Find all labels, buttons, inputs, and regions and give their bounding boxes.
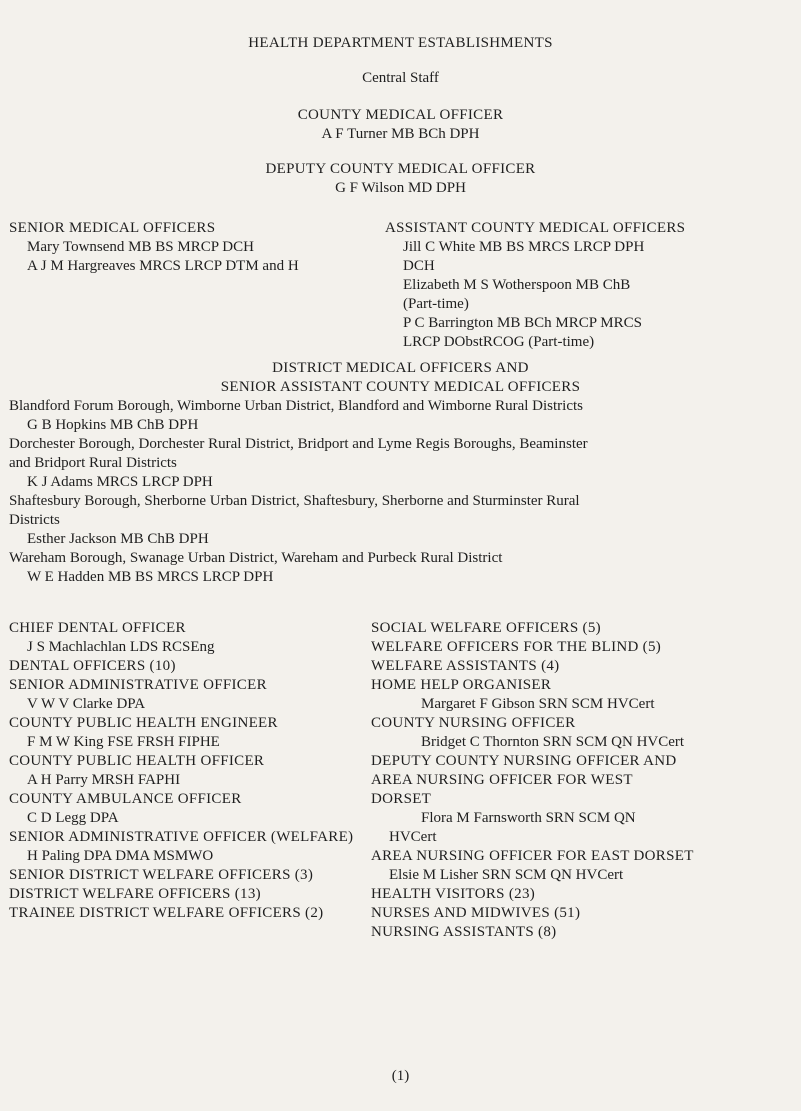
staff-line: AREA NURSING OFFICER FOR EAST DORSET	[371, 848, 694, 864]
district-officer: W E Hadden MB BS MRCS LRCP DPH	[27, 569, 274, 585]
staff-line: COUNTY NURSING OFFICER	[371, 715, 576, 731]
staff-line: Elsie M Lisher SRN SCM QN HVCert	[389, 867, 624, 883]
staff-line: SENIOR DISTRICT WELFARE OFFICERS (3)	[9, 867, 314, 883]
staff-line: TRAINEE DISTRICT WELFARE OFFICERS (2)	[9, 905, 324, 921]
assistant-county-medical-officers	[385, 219, 685, 352]
district-area: Wareham Borough, Swanage Urban District, Wareham and Purbeck Rural District	[9, 550, 503, 566]
acmo-line: (Part-time)	[403, 296, 469, 312]
staff-line: HEALTH VISITORS (23)	[371, 886, 536, 902]
district-heading-2: SENIOR ASSISTANT COUNTY MEDICAL OFFICERS	[220, 379, 581, 395]
senior-medical-officers	[9, 219, 299, 276]
district-heading-1: DISTRICT MEDICAL OFFICERS AND	[272, 360, 529, 376]
staff-line: COUNTY PUBLIC HEALTH ENGINEER	[9, 715, 278, 731]
staff-line: COUNTY AMBULANCE OFFICER	[9, 791, 242, 807]
staff-line: DISTRICT WELFARE OFFICERS (13)	[9, 886, 261, 902]
smo-line: A J M Hargreaves MRCS LRCP DTM and H	[27, 258, 299, 274]
acmo-line: LRCP DObstRCOG (Part-time)	[403, 334, 595, 350]
staff-line: DEPUTY COUNTY NURSING OFFICER AND	[371, 753, 677, 769]
staff-line: CHIEF DENTAL OFFICER	[9, 620, 186, 636]
section-subtitle: Central Staff	[362, 70, 439, 86]
district-officer: G B Hopkins MB ChB DPH	[27, 417, 199, 433]
staff-line: J S Machlachlan LDS RCSEng	[27, 639, 215, 655]
staff-line: WELFARE ASSISTANTS (4)	[371, 658, 560, 674]
staff-line: V W V Clarke DPA	[27, 696, 146, 712]
page-title: HEALTH DEPARTMENT ESTABLISHMENTS	[248, 35, 553, 51]
smo-line: Mary Townsend MB BS MRCP DCH	[27, 239, 254, 255]
staff-line: DENTAL OFFICERS (10)	[9, 658, 176, 674]
staff-line: SENIOR ADMINISTRATIVE OFFICER (WELFARE)	[9, 829, 354, 845]
staff-line: WELFARE OFFICERS FOR THE BLIND (5)	[371, 639, 662, 655]
staff-line: Flora M Farnsworth SRN SCM QN	[421, 810, 636, 826]
district-list	[9, 397, 588, 587]
staff-line: HVCert	[389, 829, 437, 845]
staff-line: HOME HELP ORGANISER	[371, 677, 552, 693]
acmo-line: Elizabeth M S Wotherspoon MB ChB	[403, 277, 631, 293]
staff-line: COUNTY PUBLIC HEALTH OFFICER	[9, 753, 265, 769]
staff-line: Bridget C Thornton SRN SCM QN HVCert	[421, 734, 685, 750]
staff-line: Margaret F Gibson SRN SCM HVCert	[421, 696, 655, 712]
dcmo-role: DEPUTY COUNTY MEDICAL OFFICER	[265, 161, 536, 177]
acmo-line: DCH	[403, 258, 435, 274]
staff-line: A H Parry MRSH FAPHI	[27, 772, 181, 788]
district-officer: Esther Jackson MB ChB DPH	[27, 531, 209, 547]
staff-line: H Paling DPA DMA MSMWO	[27, 848, 214, 864]
staff-line: AREA NURSING OFFICER FOR WEST	[371, 772, 633, 788]
dcmo-name: G F Wilson MD DPH	[335, 180, 466, 196]
staff-line: SENIOR ADMINISTRATIVE OFFICER	[9, 677, 267, 693]
staff-line: DORSET	[371, 791, 432, 807]
district-area: Dorchester Borough, Dorchester Rural District, Bridport and Lyme Regis Boroughs, Beaminster	[9, 436, 588, 452]
acmo-line: Jill C White MB BS MRCS LRCP DPH	[403, 239, 645, 255]
district-area: Shaftesbury Borough, Sherborne Urban District, Shaftesbury, Sherborne and Sturminster Rural	[9, 493, 580, 509]
staff-line: F M W King FSE FRSH FIPHE	[27, 734, 220, 750]
district-area: and Bridport Rural Districts	[9, 455, 177, 471]
cmo-role: COUNTY MEDICAL OFFICER	[297, 107, 504, 123]
right-staff-column	[371, 619, 694, 942]
staff-line: NURSING ASSISTANTS (8)	[371, 924, 557, 940]
district-area: Districts	[9, 512, 60, 528]
district-officer: K J Adams MRCS LRCP DPH	[27, 474, 213, 490]
acmo-heading: ASSISTANT COUNTY MEDICAL OFFICERS	[385, 220, 686, 236]
cmo-name: A F Turner MB BCh DPH	[321, 126, 480, 142]
district-area: Blandford Forum Borough, Wimborne Urban District, Blandford and Wimborne Rural Districts	[9, 398, 583, 414]
staff-line: NURSES AND MIDWIVES (51)	[371, 905, 581, 921]
smo-heading: SENIOR MEDICAL OFFICERS	[9, 220, 216, 236]
staff-line: C D Legg DPA	[27, 810, 119, 826]
acmo-line: P C Barrington MB BCh MRCP MRCS	[403, 315, 642, 331]
page-number: (1)	[391, 1068, 410, 1084]
left-staff-column	[9, 619, 353, 923]
staff-line: SOCIAL WELFARE OFFICERS (5)	[371, 620, 601, 636]
